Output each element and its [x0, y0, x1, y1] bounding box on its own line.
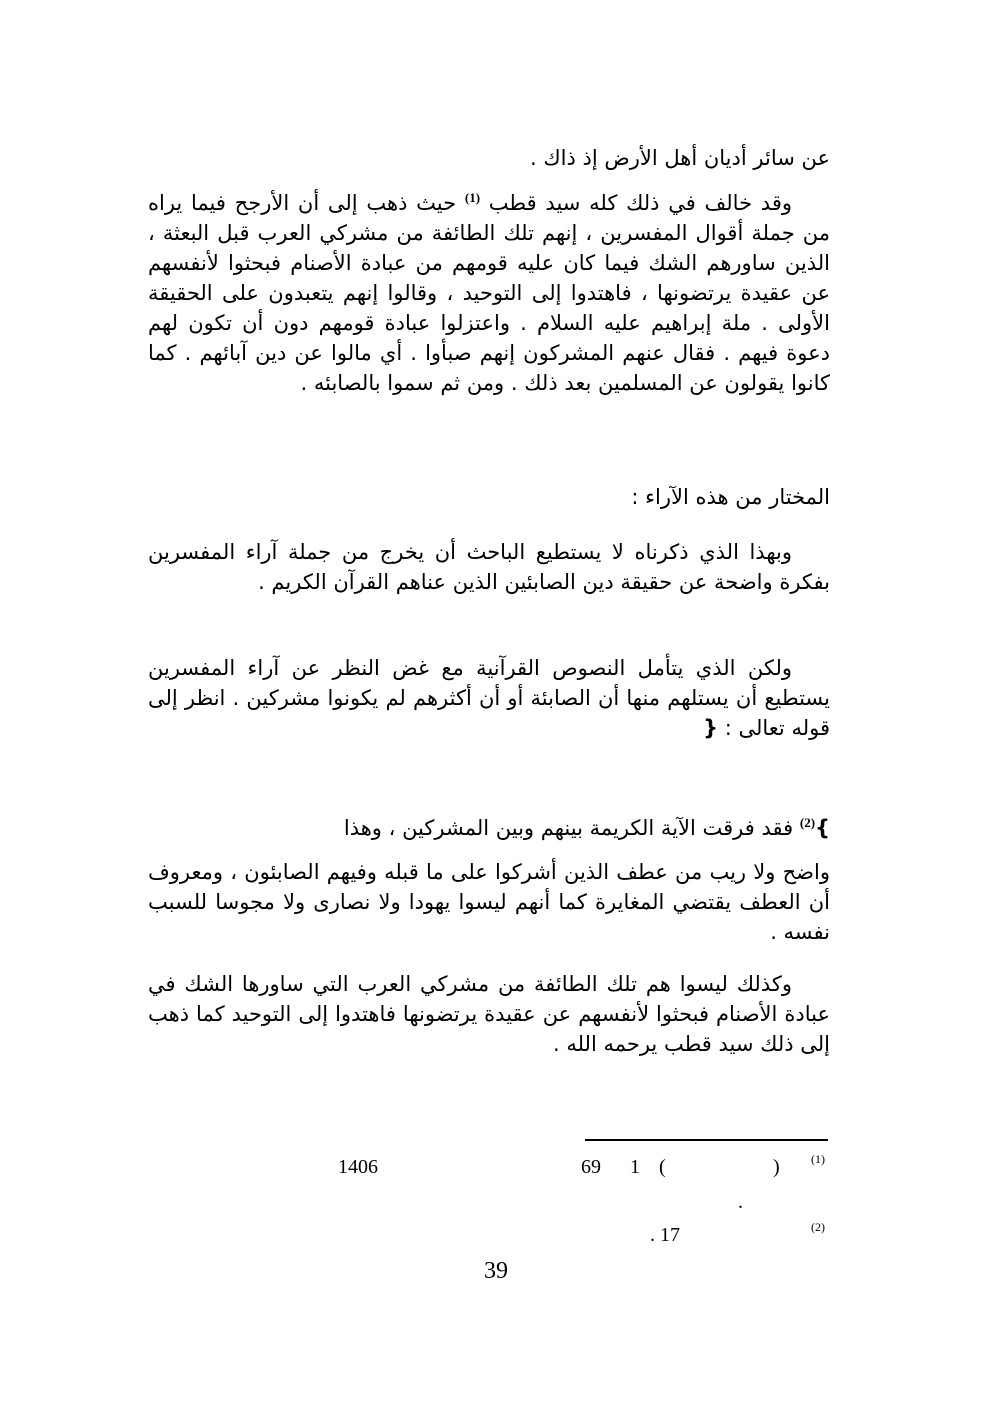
footnote-2-mark: (2) [811, 1220, 825, 1234]
footnote-1-paren-close: ) [773, 1156, 780, 1178]
paragraph-2-rest: حيث ذهب إلى أن الأرجح فيما يراه من جملة أقوال المفسرين ، إنهم تلك الطائفة من مشركي العرب قبل البعثة ، الذين ساورهم الشك فيما كان عليه قومهم من عبادة الأصنام فبحثوا لأنفسهم عن عقيدة يرتضونها ، فاهتدوا إلى التوحيد ، وقالوا إنهم يتعبدون على الحقيقة الأولى . ملة إبراهيم عليه السلام . واعتزلوا عبادة قومهم دون أن تكون لهم دعوة فيهم . فقال عنهم المشركون إنهم صبأوا . أي مالوا عن دين آبائهم . كما كانوا يقولون عن المسلمين بعد ذلك . ومن ثم سموا بالصابئه . [148, 191, 830, 395]
paragraph-5-body: ولكن الذي يتأمل النصوص القرآنية مع غض النظر عن آراء المفسرين يستطيع أن يستلهم منها أن الصابئة أو أن أكثرهم لم يكونوا مشركين . انظر إلى قوله تعالى : [148, 656, 830, 740]
footnote-1-page: 69 [581, 1156, 601, 1178]
footnote-ref-2: (2) [799, 815, 816, 830]
verse-open-brace: { [703, 716, 719, 740]
paragraph-1 [148, 143, 830, 173]
footnote-1-end-dot: . [738, 1191, 743, 1213]
paragraph-7 [148, 857, 830, 947]
footnote-separator [585, 1139, 828, 1141]
section-heading-text: المختار من هذه الآراء : [631, 485, 830, 509]
paragraph-6 [148, 813, 830, 843]
paragraph-4-text: وبهذا الذي ذكرناه لا يستطيع الباحث أن يخرج من جملة آراء المفسرين بفكرة واضحة عن حقيقة دين الصابئين الذين عناهم القرآن الكريم . [148, 540, 830, 594]
footnote-1-year: 1406 [338, 1156, 378, 1178]
paragraph-5 [148, 653, 830, 743]
verse-close-brace: } [815, 816, 830, 840]
footnote-1-mark: (1) [811, 1152, 825, 1166]
paragraph-1-text: عن سائر أديان أهل الأرض إذ ذاك . [529, 146, 830, 170]
paragraph-7-text: واضح ولا ريب من عطف الذين أشركوا على ما قبله وفيهم الصابئون ، ومعروف أن العطف يقتضي المغايرة كما أنهم ليسوا يهودا ولا نصارى ولا مجوسا للسبب نفسه . [148, 860, 830, 944]
section-heading [148, 482, 830, 512]
paragraph-4 [148, 537, 830, 597]
footnote-ref-1: (1) [464, 190, 481, 205]
paragraph-6-text [148, 813, 830, 843]
paragraph-2 [148, 188, 830, 398]
footnote-1-volume: 1 [630, 1156, 640, 1178]
paragraph-8 [148, 969, 830, 1059]
page-number: 39 [484, 1258, 508, 1284]
paragraph-5-text [148, 653, 830, 743]
footnote-2-text: . 17 [650, 1224, 680, 1246]
paragraph-6-body: فقد فرقت الآية الكريمة بينهم وبين المشركين ، وهذا [343, 816, 794, 840]
footnote-1-paren-open: ( [659, 1156, 666, 1178]
paragraph-2-start: وقد خالف في ذلك كله سيد قطب [488, 191, 793, 215]
paragraph-8-text: وكذلك ليسوا هم تلك الطائفة من مشركي العرب التي ساورها الشك في عبادة الأصنام فبحثوا لأنفسهم عن عقيدة يرتضونها فاهتدوا إلى التوحيد كما ذهب إلى ذلك سيد قطب يرحمه الله . [148, 972, 830, 1056]
paragraph-2-text [148, 188, 830, 398]
